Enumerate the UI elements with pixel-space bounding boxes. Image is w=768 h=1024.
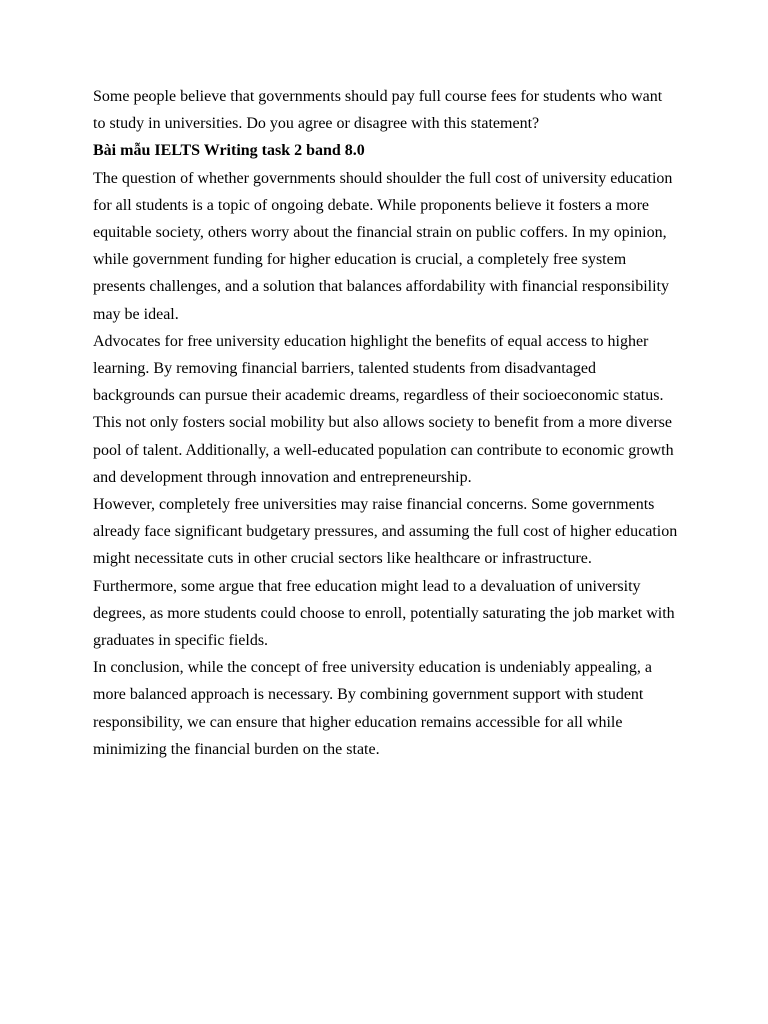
essay-paragraph-body-1: Advocates for free university education highlight the benefits of equal access to higher learning. By removing financial barriers, talented students from disadvantaged backgrounds can pursue their academic dreams, regardless of their socioeconomic status. This not only fosters social mobility but also allows society to benefit from a more diverse pool of talent. Additionally, a well-educated population can contribute to economic growth and development through innovation and entrepreneurship. xyxy=(93,332,674,486)
essay-heading: Bài mẫu IELTS Writing task 2 band 8.0 xyxy=(93,142,365,160)
essay-paragraph-body-2: However, completely free universities may raise financial concerns. Some governments already face significant budgetary pressures, and assuming the full cost of higher education might necessitate cuts in other crucial sectors like healthcare or infrastructure. Furthermore, some argue that free education might lead to a devaluation of university degrees, as more students could choose to enroll, potentially saturating the job market with graduates in specific fields. xyxy=(93,496,678,650)
essay-paragraph-conclusion: In conclusion, while the concept of free university education is undeniably appealing, a more balanced approach is necessary. By combining government support with student responsibility, we can ensure that higher education remains accessible for all while minimizing the financial burden on the state. xyxy=(93,659,652,758)
essay-paragraph-introduction: The question of whether governments should shoulder the full cost of university education for all students is a topic of ongoing debate. While proponents believe it fosters a more equitable society, others worry about the financial strain on public coffers. In my opinion, while government funding for higher education is crucial, a completely free system presents challenges, and a solution that balances affordability with financial responsibility may be ideal. xyxy=(93,169,673,323)
essay-prompt: Some people believe that governments should pay full course fees for students who want to study in universities. Do you agree or disagree with this statement? xyxy=(93,88,663,133)
